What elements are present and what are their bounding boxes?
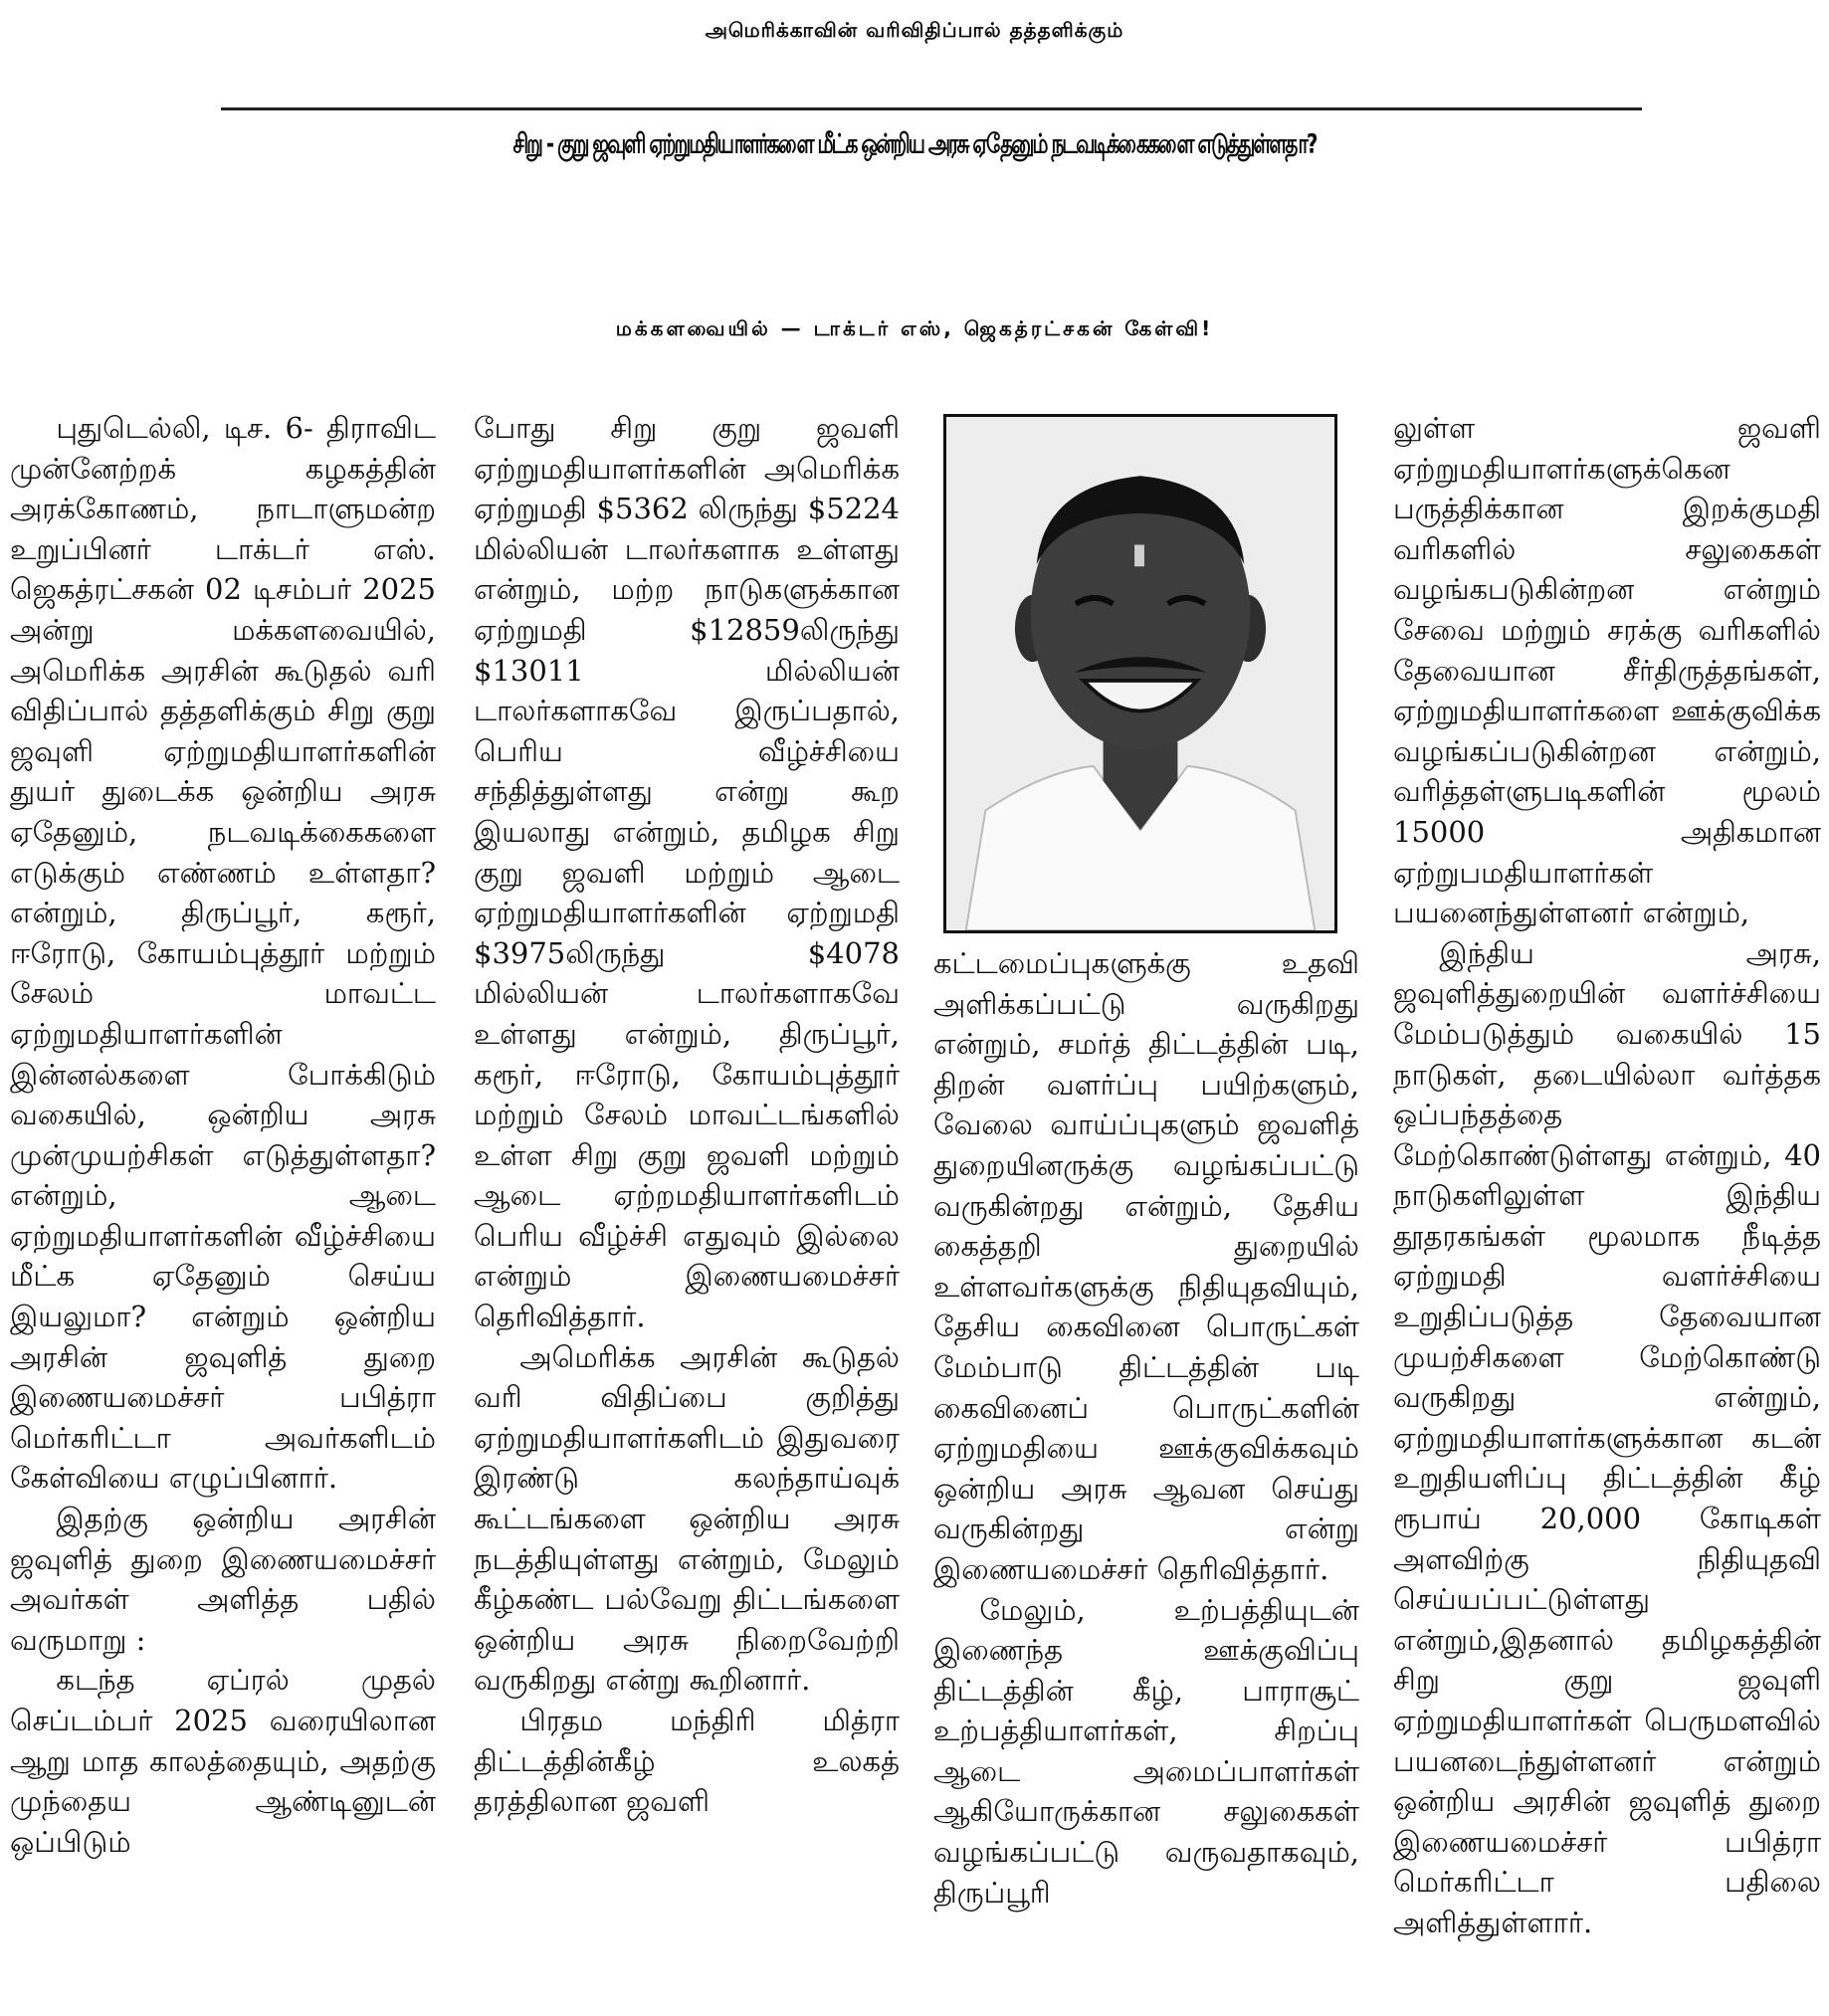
paragraph: போது சிறு குறு ஜவளி ஏற்றுமதியாளர்களின் அமெரிக்க ஏற்றுமதி $5362 லிருந்து $5224 மில்லியன் டாலர்களாக உள்ளது என்றும், மற்ற நாடுகளுக்கான ஏற்றுமதி $12859லிருந்து $13011 மில்லியன் டாலர்களாகவே இருப்பதால், பெரிய வீழ்ச்சியை சந்தித்துள்ளது என்று கூற இயலாது என்றும், தமிழக சிறு குறு ஜவளி மற்றும் ஆடை ஏற்றுமதியாளர்களின் ஏற்றுமதி $3975லிருந்து $4078 மில்லியன் டாலர்களாகவே உள்ளது என்றும், திருப்பூர், கரூர், ஈரோடு, கோயம்புத்தூர் மற்றும் சேலம் மாவட்டங்களில் உள்ள சிறு குறு ஜவளி மற்றும் ஆடை ஏற்றமதியாளர்களிடம் பெரிய வீழ்ச்சி எதுவும் இல்லை என்றும் இணையமைச்சர் தெரிவித்தார். bbox=[474, 411, 900, 1334]
paragraph: பிரதம மந்திரி மித்ரா திட்டத்தின்கீழ் உலகத் தரத்திலான ஜவளி bbox=[474, 1704, 900, 1819]
paragraph: லுள்ள ஜவளி ஏற்றுமதியாளர்களுக்கென பருத்திக்கான இறக்குமதி வரிகளில் சலுகைகள் வழங்கபடுகின்றன என்றும் சேவை மற்றும் சரக்கு வரிகளில் தேவையான சீர்திருத்தங்கள், ஏற்றுமதியாளர்களை ஊக்குவிக்க வழங்கப்படுகின்றன என்றும், வரித்தள்ளுபடிகளின் மூலம் 15000 அதிகமான ஏற்றுபமதியாளர்கள் பயனைந்துள்ளனர் என்றும், bbox=[1393, 411, 1821, 930]
main-headline: சிறு - குறு ஜவுளி ஏற்றுமதியாளர்களை மீட்க ஒன்றிய அரசு ஏதேனும் நடவடிக்கைகளை எடுத்துள்ளதா? bbox=[512, 127, 1317, 160]
paragraph: கட்டமைப்புகளுக்கு உதவி அளிக்கப்பட்டு வருகிறது என்றும், சமர்த் திட்டத்தின் படி, திறன் வளர்ப்பு பயிற்களும், வேலை வாய்ப்புகளும் ஜவளித் துறையினருக்கு வழங்கப்பட்டு வருகின்றது என்றும், தேசிய கைத்தறி துறையில் உள்ளவர்களுக்கு நிதியுதவியும், தேசிய கைவினை பொருட்கள் மேம்பாடு திட்டத்தின் படி கைவினைப் பொருட்களின் ஏற்றுமதியை ஊக்குவிக்கவும் ஒன்றிய அரசு ஆவன செய்து வருகின்றது என்று இணையமைச்சர் தெரிவித்தார். bbox=[933, 946, 1359, 1586]
article-column-3 bbox=[933, 943, 1359, 2010]
headline-rule bbox=[221, 107, 1642, 110]
kicker-headline: அமெரிக்காவின் வரிவிதிப்பால் தத்தளிக்கும் bbox=[705, 18, 1124, 42]
sub-headline: மக்களவையில் — டாக்டர் எஸ், ஜெகத்ரட்சகன் கேள்வி! bbox=[615, 316, 1214, 340]
article-column-4 bbox=[1393, 408, 1821, 2010]
article-column-2 bbox=[474, 408, 900, 2010]
paragraph: அமெரிக்க அரசின் கூடுதல் வரி விதிப்பை குறித்து ஏற்றுமதியாளர்களிடம் இதுவரை இரண்டு கலந்தாய்வுக் கூட்டங்களை ஒன்றிய அரசு நடத்தியுள்ளது என்றும், மேலும் கீழ்கண்ட பல்வேறு திட்டங்களை ஒன்றிய அரசு நிறைவேற்றி வருகிறது என்று கூறினார். bbox=[474, 1339, 900, 1698]
portrait-photo-icon bbox=[943, 414, 1337, 933]
article-column-1 bbox=[10, 408, 436, 2010]
paragraph: இதற்கு ஒன்றிய அரசின் ஜவுளித் துறை இணையமைச்சர் அவர்கள் அளித்த பதில் வருமாறு : bbox=[10, 1502, 436, 1657]
paragraph: கடந்த ஏப்ரல் முதல் செப்டம்பர் 2025 வரையிலான ஆறு மாத காலத்தையும், அதற்கு முந்தைய ஆண்டினுடன் ஒப்பிடும் bbox=[10, 1663, 436, 1859]
paragraph: இந்திய அரசு, ஜவுளித்துறையின் வளர்ச்சியை மேம்படுத்தும் வகையில் 15 நாடுகள், தடையில்லா வர்த்தக ஒப்பந்தத்தை மேற்கொண்டுள்ளது என்றும், 40 நாடுகளிலுள்ள இந்திய தூதரகங்கள் மூலமாக நீடித்த ஏற்றுமதி வளர்ச்சியை உறுதிப்படுத்த தேவையான முயற்சிகளை மேற்கொண்டு வருகிறது என்றும், ஏற்றுமதியாளர்களுக்கான கடன் உறுதியளிப்பு திட்டத்தின் கீழ் ரூபாய் 20,000 கோடிகள் அளவிற்கு நிதியுதவி செய்யப்பட்டுள்ளது என்றும்,இதனால் தமிழகத்தின் சிறு குறு ஜவுளி ஏற்றுமதியாளர்கள் பெருமளவில் பயனடைந்துள்ளனர் என்றும் ஒன்றிய அரசின் ஜவுளித் துறை இணையமைச்சர் பபித்ரா மெர்கரிட்டா பதிலை அளித்துள்ளார். bbox=[1393, 935, 1821, 1939]
paragraph: புதுடெல்லி, டிச. 6- திராவிட முன்னேற்றக் கழகத்தின் அரக்கோணம், நாடாளுமன்ற உறுப்பினர் டாக்டர் எஸ். ஜெகத்ரட்சகன் 02 டிசம்பர் 2025 அன்று மக்களவையில், அமெரிக்க அரசின் கூடுதல் வரி விதிப்பால் தத்தளிக்கும் சிறு குறு ஜவுளி ஏற்றுமதியாளர்களின் துயர் துடைக்க ஒன்றிய அரசு ஏதேனும், நடவடிக்கைகளை எடுக்கும் எண்ணம் உள்ளதா? என்றும், திருப்பூர், கரூர், ஈரோடு, கோயம்புத்தூர் மற்றும் சேலம் மாவட்ட ஏற்றுமதியாளர்களின் இன்னல்களை போக்கிடும் வகையில், ஒன்றிய அரசு முன்முயற்சிகள் எடுத்துள்ளதா? என்றும், ஆடை ஏற்றுமதியாளர்களின் வீழ்ச்சியை மீட்க ஏதேனும் செய்ய இயலுமா? என்றும் ஒன்றிய அரசின் ஜவுளித் துறை இணையமைச்சர் பபித்ரா மெர்கரிட்டா அவர்களிடம் கேள்வியை எழுப்பினார். bbox=[10, 411, 436, 1496]
paragraph: மேலும், உற்பத்தியுடன் இணைந்த ஊக்குவிப்பு திட்டத்தின் கீழ், பாராசூட் உற்பத்தியாளர்கள், சிறப்பு ஆடை அமைப்பாளர்கள் ஆகியோருக்கான சலுகைகள் வழங்கப்பட்டு வருவதாகவும், திருப்பூரி bbox=[933, 1592, 1359, 1910]
